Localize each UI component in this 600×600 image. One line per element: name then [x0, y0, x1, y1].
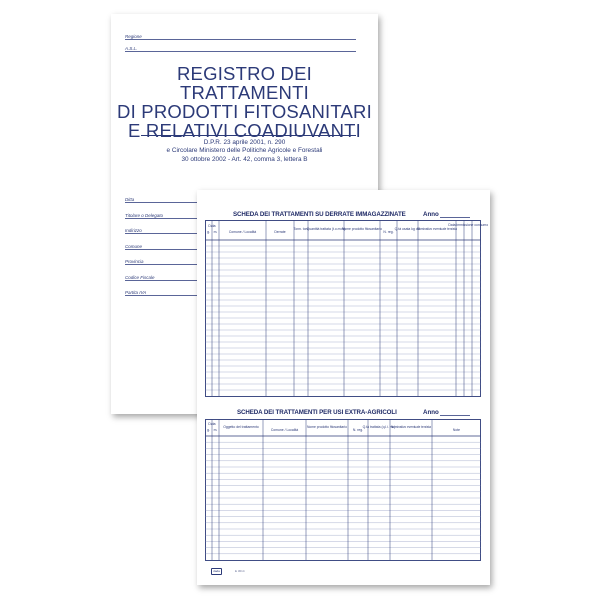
subtitle-line-1: D.P.R. 23 aprile 2001, n. 290	[203, 139, 286, 146]
register-title	[111, 64, 378, 140]
field-label: Provincia	[125, 259, 144, 264]
treatment-sheet-page	[197, 190, 490, 585]
undefined-header-cell: Nome prodotto fitosanitario	[307, 425, 348, 429]
undefined-header-cell: g.	[207, 230, 210, 234]
undefined-header-cell: Nominativo eventuale terzista	[417, 227, 458, 231]
undefined-header-cell: m.	[213, 230, 218, 234]
field-fill-line[interactable]	[125, 264, 199, 265]
field-fill-line[interactable]	[125, 218, 199, 219]
field-label: Partita IVA	[125, 290, 147, 295]
undefined-header-cell: N. reg.	[352, 428, 364, 432]
publisher-logo: dada	[211, 568, 222, 575]
subtitle-line-2: e Circolare Ministero delle Politiche Agricole e Forestali	[166, 147, 323, 155]
undefined-header-cell: Comune / Località	[228, 230, 257, 234]
legal-reference	[111, 139, 378, 164]
title-line-2: DI PRODOTTI FITOSANITARI	[117, 101, 372, 122]
table1-anno-label: Anno	[423, 211, 439, 218]
undefined-header-cell: Oggetto del trattamento	[223, 425, 259, 429]
field-fill-line[interactable]	[125, 295, 199, 296]
field-fill-line[interactable]	[125, 249, 199, 250]
undefined-header-cell: Data immissione consumo	[448, 223, 489, 227]
undefined-header-cell: Derrate	[274, 230, 286, 234]
table2-grid	[205, 419, 481, 561]
undefined-header-cell: Note	[452, 428, 461, 432]
field-fill-line[interactable]	[125, 202, 199, 203]
undefined-header-cell: Data	[208, 224, 216, 228]
undefined-header-cell: Q.tà trattata (q.l.i. mc)	[362, 425, 396, 429]
field-label: Codice Fiscale	[125, 274, 155, 280]
undefined-header-cell: Tonn. ton.	[293, 227, 309, 231]
table2-title: SCHEDA DEI TRATTAMENTI PER USI EXTRA-AGRICOLI	[237, 409, 397, 416]
table2-anno-line	[440, 415, 470, 416]
title-line-3: E RELATIVI COADIUVANTI	[128, 120, 361, 141]
field-label: Regione	[125, 34, 142, 39]
undefined-header-cell: g.	[207, 428, 210, 432]
undefined-header-cell: N. reg.	[383, 230, 394, 234]
subtitle-line-3: 30 ottobre 2002 - Art. 42, comma 3, lettera B	[181, 155, 308, 163]
table2-anno-label: Anno	[423, 409, 439, 416]
undefined-header-cell: Q.tà usata kg o lt	[394, 227, 421, 231]
field-label: Ditta	[125, 197, 135, 202]
undefined-header-cell: m.	[213, 428, 218, 432]
undefined-header-cell: Comune / Località	[270, 428, 299, 432]
field-label: A.S.L.	[125, 46, 138, 51]
form-code: E 3014	[235, 569, 245, 573]
field-label: Comune	[125, 243, 143, 249]
table1-title: SCHEDA DEI TRATTAMENTI SU DERRATE IMMAGAZZINATE	[233, 211, 406, 218]
undefined-border	[206, 420, 481, 561]
field-fill-line[interactable]	[125, 51, 356, 52]
title-line-1: REGISTRO DEI TRATTAMENTI	[177, 63, 312, 103]
undefined-header-cell: Nominativo eventuale terzista	[391, 425, 432, 429]
table1-anno-line	[440, 217, 470, 218]
field-fill-line[interactable]	[125, 280, 199, 281]
undefined-header-cell: Data	[208, 422, 216, 426]
field-label: Titolare o Delegato	[125, 212, 163, 218]
field-fill-line[interactable]	[125, 39, 356, 40]
undefined-header-cell: Quantità trattata (t.o.m³/c)	[306, 227, 346, 231]
field-fill-line[interactable]	[125, 233, 199, 234]
table1-grid	[205, 220, 489, 397]
title-underline	[141, 135, 356, 136]
field-label: Indirizzo	[125, 228, 142, 233]
undefined-border	[206, 221, 481, 397]
undefined-header-cell: Nome prodotto fitosanitario	[342, 227, 383, 231]
